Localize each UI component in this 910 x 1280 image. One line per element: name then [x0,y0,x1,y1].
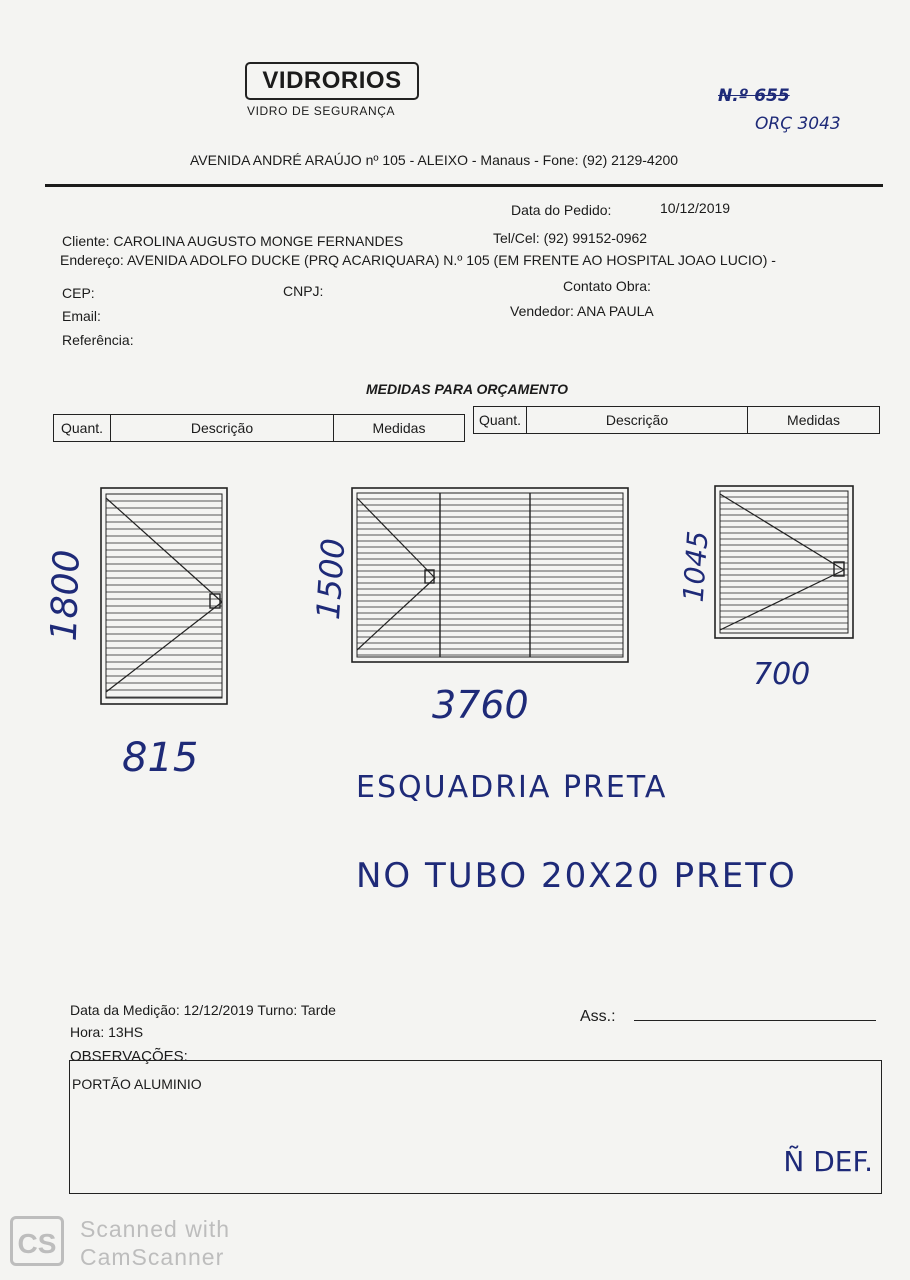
scanner-line-2: CamScanner [80,1244,225,1270]
order-date-label: Data do Pedido: [511,202,612,218]
signature-label: Ass.: [580,1008,616,1025]
cep-label: CEP: [62,285,95,301]
company-address: AVENIDA ANDRÉ ARAÚJO nº 105 - ALEIXO - Manaus - Fone: (92) 2129-4200 [190,152,679,168]
observations-label: OBSERVAÇÕES: [70,1048,188,1065]
client-address: Endereço: AVENIDA ADOLFO DUCKE (PRQ ACARIQUARA) N.º 105 (EM FRENTE AO HOSPITAL JOAO LUCIO) - [60,252,776,268]
handwritten-mark: Ñ DEF. [783,1145,873,1178]
contact-label: Contato Obra: [563,278,651,294]
measures-title: MEDIDAS PARA ORÇAMENTO [366,381,568,397]
camscanner-logo: CS [10,1216,64,1266]
order-date-value: 10/12/2019 [660,200,731,216]
reference-label: Referência: [62,332,134,348]
col-medidas-right: Medidas [787,412,840,428]
observation-text: PORTÃO ALUMINIO [72,1076,202,1092]
col-descricao-right: Descrição [527,407,748,433]
camscanner-watermark [80,1215,230,1271]
left-gate-drawing [101,488,227,704]
orc-note: ORÇ 3043 [755,114,841,134]
email-label: Email: [62,308,101,324]
signature-line [634,1020,876,1021]
measures-header-right [473,406,880,434]
order-number: N.º 655 [718,86,790,106]
observations-box [69,1060,882,1194]
col-medidas: Medidas [372,420,426,436]
right-height-dimension: 1045 [676,529,715,604]
col-quant-right: Quant. [474,407,527,433]
seller-name: Vendedor: ANA PAULA [510,303,654,319]
header-divider [45,184,883,187]
middle-gate-drawing [352,488,628,662]
client-phone: Tel/Cel: (92) 99152-0962 [493,230,648,246]
middle-width-dimension: 3760 [432,683,529,727]
cnpj-label: CNPJ: [283,283,324,299]
brand-logo: VIDRORIOS [245,62,419,100]
frame-color-note: ESQUADRIA PRETA [356,770,668,805]
left-width-dimension: 815 [122,735,199,781]
measures-header-left [53,414,465,442]
measurement-time: Hora: 13HS [70,1024,144,1040]
client-name: Cliente: CAROLINA AUGUSTO MONGE FERNANDES [62,233,404,249]
brand-tagline: VIDRO DE SEGURANÇA [247,104,396,118]
col-descricao: Descrição [111,415,334,441]
tube-note: NO TUBO 20X20 PRETO [356,856,797,896]
measurement-date: Data da Medição: 12/12/2019 Turno: Tarde [70,1002,336,1018]
scanner-line-1: Scanned with [80,1216,231,1242]
right-width-dimension: 700 [753,657,811,692]
left-height-dimension: 1800 [43,548,88,643]
col-quant: Quant. [54,415,111,441]
middle-height-dimension: 1500 [308,537,353,621]
